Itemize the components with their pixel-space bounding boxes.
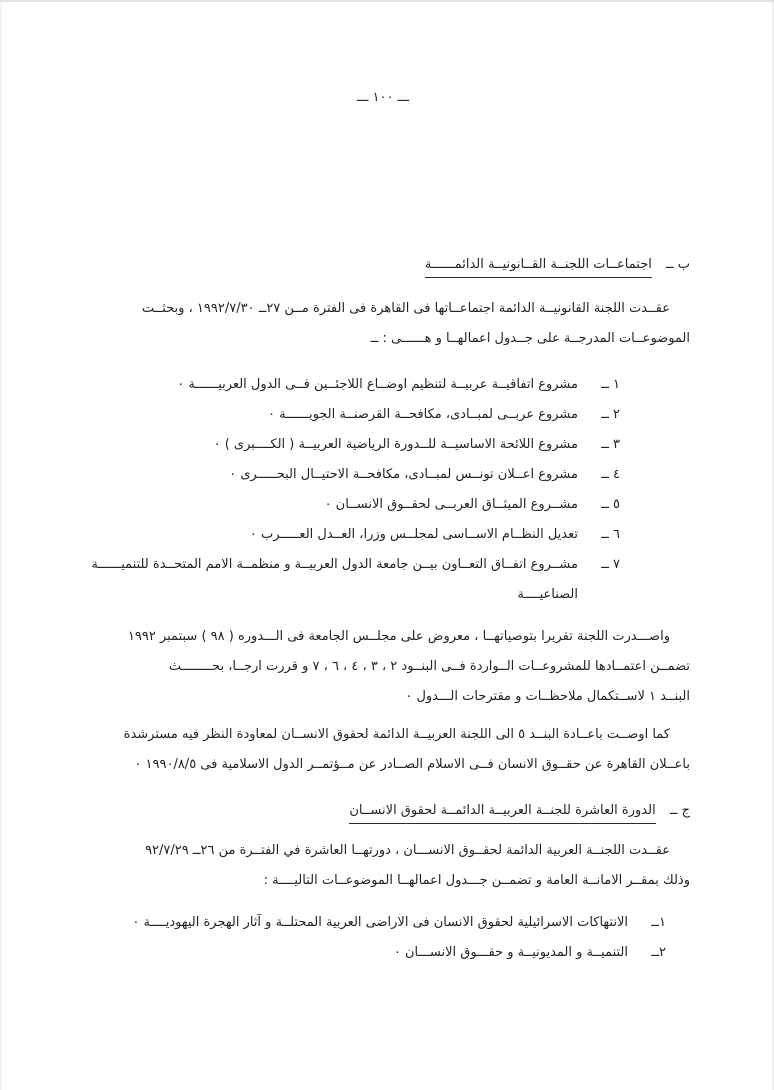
- page-content: [76, 0, 690, 968]
- list-item: [76, 490, 690, 520]
- section-c-letter: ج ــ: [669, 803, 690, 818]
- list-item: [76, 400, 690, 430]
- list-item: [76, 370, 690, 400]
- text-line: عقــدت اللجنة القانونيــة الدائمة اجتماعــاتها فى القاهرة فى الفترة مــن ٢٧ــ ١٩٩٢/٧/٣٠ ، وبحثــت: [141, 301, 670, 316]
- page-number: ـــ ١٠٠ ـــ: [356, 90, 410, 105]
- section-b-title: اجتماعــات اللجنــة القــانونيــة الدائمــــــة: [425, 257, 652, 278]
- list-item: [76, 550, 690, 580]
- item-text: مشروع عربــى لمبــادى، مكافحــة القرصنــة الجويــــــة ٠: [268, 407, 578, 422]
- section-c-list: [76, 908, 690, 968]
- item-number: ٢ــ: [651, 945, 666, 960]
- item-number: ٦ ــ: [601, 527, 620, 542]
- section-b-intro: [76, 294, 690, 354]
- item-number: ٣ ــ: [601, 437, 620, 452]
- text-line: واصـــدرت اللجنة تقريرا بتوصياتهــا ، معروض على مجلــس الجامعة فى الـــدوره ( ٩٨ ) سبتمبر ١٩٩٢: [127, 629, 670, 644]
- text-line: البنــد ١ لاســتكمال ملاحظــات و مقترحات الـــدول ٠: [405, 689, 690, 704]
- item-text: التنميــة و المديونيــة و حقـــوق الانســـان ٠: [393, 945, 628, 960]
- item-number: ٧ ــ: [601, 557, 620, 572]
- list-item: [76, 430, 690, 460]
- section-b-heading: [76, 250, 690, 280]
- item-text: تعديل النظــام الاســاسى لمجلــس وزرا، العــدل العـــــرب ٠: [249, 527, 578, 542]
- text-line: عقــدت اللجنــة العربية الدائمة لحقــوق الانســـان ، دورتهــا العاشرة في الفتــرة من ٢٦ــ ٩٢/٧/٢٩: [145, 843, 670, 858]
- item-text: مشروع اللائحة الاساسيــة للــدورة الرياضية العربيــة ( الكــــبرى ) ٠: [213, 437, 578, 452]
- section-c-intro: [76, 836, 690, 896]
- section-b-letter: ب ــ: [666, 257, 690, 272]
- text-line: تضمــن اعتمــادها للمشروعــات الــواردة فــى البنــود ٢ ، ٣ ، ٤ ، ٦ ، ٧ و قررت ارجــا، بحــــــــث: [168, 659, 690, 674]
- text-line: وذلك بمقــر الامانــة العامة و تضمــن جـــدول اعمالهــا الموضوعــات التاليــــة :: [263, 873, 690, 888]
- item-number: ٥ ــ: [601, 497, 620, 512]
- section-b-list: [76, 370, 690, 610]
- text-line: كما اوصــت باعــادة البنــد ٥ الى اللجنة العربيــة الدائمة لحقوق الانســان لمعاودة النظر فيه مسترشدة: [123, 727, 670, 742]
- item-number: ١ ــ: [601, 377, 620, 392]
- section-b-paragraph-report: [76, 622, 690, 712]
- item-text: مشــروع اتفــاق التعــاون بيــن جامعة الدول العربيــة و منظمــة الامم المتحــدة للتنميــــــة: [91, 557, 578, 572]
- list-item: [76, 938, 690, 968]
- section-b-paragraph-recommendation: [76, 720, 690, 780]
- item-text: مشروع اتفاقيــة عربيــة لتنظيم اوضــاع اللاجئــين فــى الدول العربيــــــة ٠: [177, 377, 578, 392]
- item-text: مشــروع الميثــاق العربــى لحقــوق الانســان ٠: [324, 497, 578, 512]
- text-line: باعــلان القاهرة عن حقــوق الانسان فــى الاسلام الصــادر عن مــؤتمــر الدول الاسلامية فى ١٩٩٠/٨/٥ ٠: [134, 757, 690, 772]
- item-number: ٤ ــ: [601, 467, 620, 482]
- section-c-title: الدورة العاشرة للجنــة العربيــة الدائمــة لحقوق الانســان: [349, 803, 655, 824]
- item-number: ٢ ــ: [601, 407, 620, 422]
- text-line: الموضوعــات المدرجــة على جــدول اعمالهــا و هــــــى : ــ: [370, 331, 690, 346]
- item-text: الانتهاكات الاسرائيلية لحقوق الانسان فى الاراضى العربية المحتلــة و آثار الهجرة اليهوديــــة ٠: [132, 915, 628, 930]
- item-text: مشروع اعــلان تونــس لمبــادى، مكافحــة الاحتيــال البحـــــرى ٠: [229, 467, 578, 482]
- list-item: [76, 520, 690, 550]
- item-number: ١ــ: [651, 915, 666, 930]
- list-item: [76, 908, 690, 938]
- section-c-heading: [76, 796, 690, 826]
- list-item: [76, 460, 690, 490]
- item-text-continuation: الصناعيــــة: [517, 587, 578, 602]
